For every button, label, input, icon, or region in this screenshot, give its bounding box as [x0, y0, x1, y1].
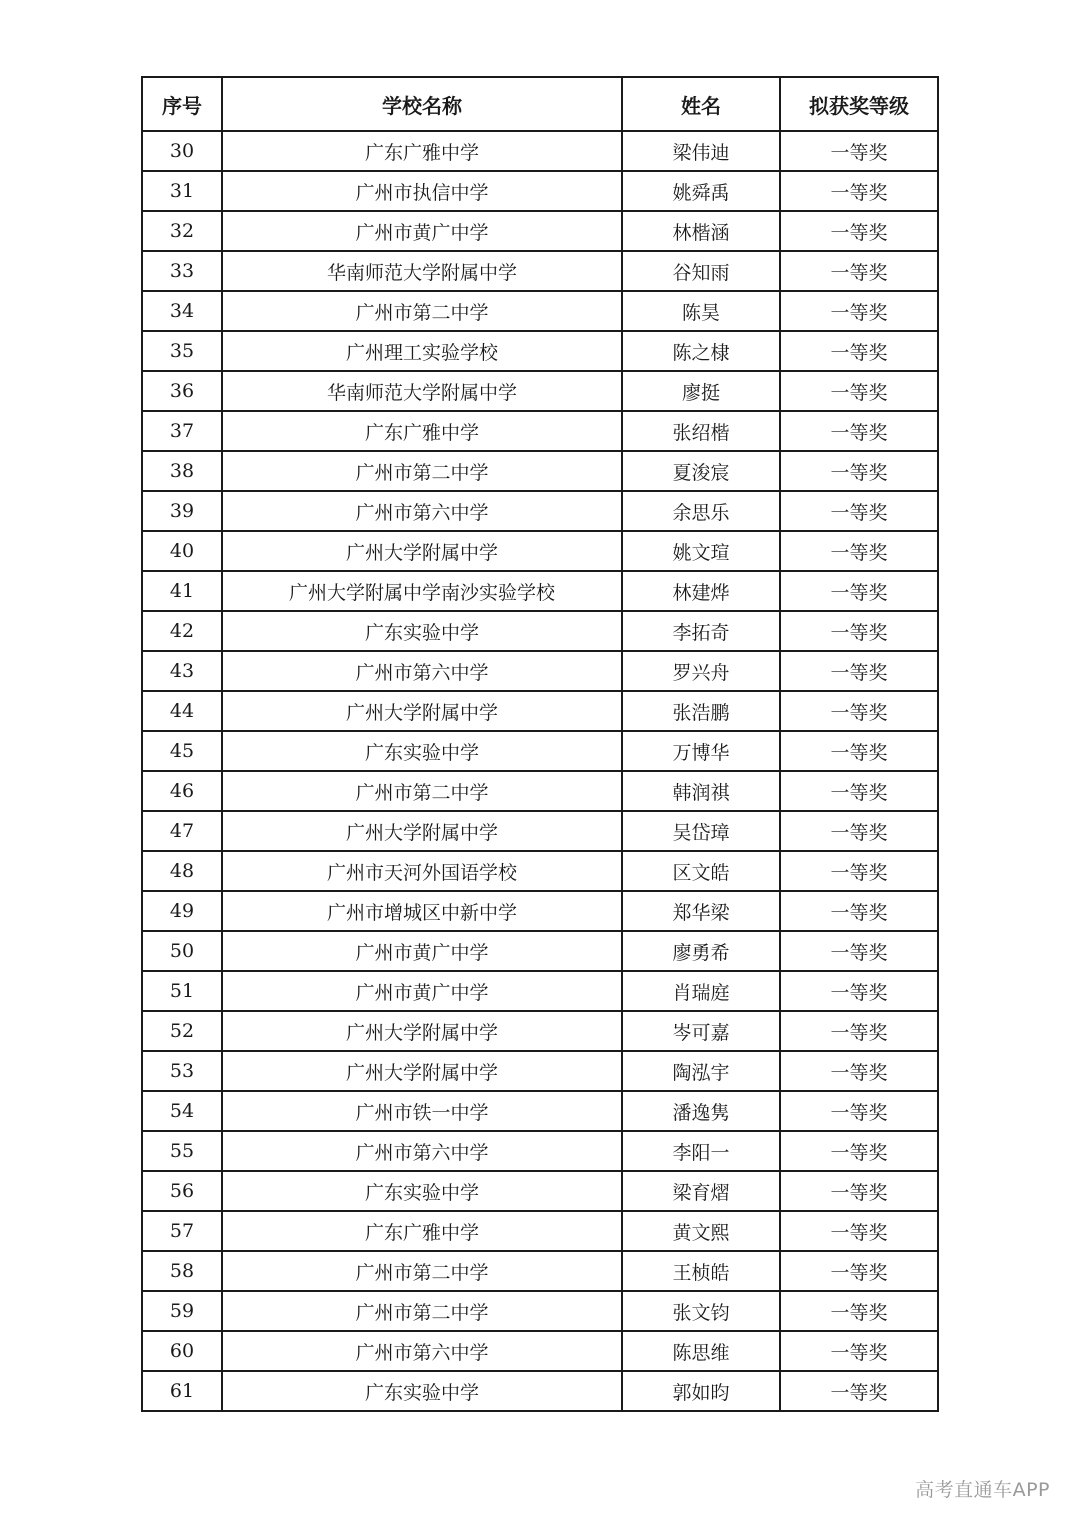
- cell-serial-number: 60: [142, 1331, 222, 1371]
- header-award-level: 拟获奖等级: [780, 77, 938, 131]
- cell-school-name: 广州大学附属中学: [222, 1011, 622, 1051]
- table-row: [142, 291, 938, 331]
- cell-school-name: 广州大学附属中学: [222, 531, 622, 571]
- cell-student-name: 郭如昀: [622, 1371, 780, 1411]
- cell-award-level: 一等奖: [780, 211, 938, 251]
- cell-award-level: 一等奖: [780, 731, 938, 771]
- cell-school-name: 广州市黄广中学: [222, 971, 622, 1011]
- table-body: [142, 131, 938, 1411]
- cell-serial-number: 32: [142, 211, 222, 251]
- table-row: [142, 851, 938, 891]
- header-school-name: 学校名称: [222, 77, 622, 131]
- cell-student-name: 陶泓宇: [622, 1051, 780, 1091]
- cell-school-name: 华南师范大学附属中学: [222, 251, 622, 291]
- table-row: [142, 811, 938, 851]
- cell-school-name: 广东实验中学: [222, 611, 622, 651]
- cell-school-name: 广州市第六中学: [222, 491, 622, 531]
- cell-serial-number: 41: [142, 571, 222, 611]
- cell-award-level: 一等奖: [780, 1011, 938, 1051]
- cell-award-level: 一等奖: [780, 891, 938, 931]
- cell-student-name: 陈昊: [622, 291, 780, 331]
- cell-student-name: 黄文熙: [622, 1211, 780, 1251]
- cell-serial-number: 40: [142, 531, 222, 571]
- cell-school-name: 广州市第二中学: [222, 771, 622, 811]
- cell-serial-number: 55: [142, 1131, 222, 1171]
- cell-award-level: 一等奖: [780, 1131, 938, 1171]
- cell-award-level: 一等奖: [780, 971, 938, 1011]
- cell-award-level: 一等奖: [780, 1331, 938, 1371]
- cell-award-level: 一等奖: [780, 1371, 938, 1411]
- table-row: [142, 931, 938, 971]
- cell-serial-number: 39: [142, 491, 222, 531]
- cell-school-name: 广州市执信中学: [222, 171, 622, 211]
- cell-student-name: 肖瑞庭: [622, 971, 780, 1011]
- cell-award-level: 一等奖: [780, 571, 938, 611]
- cell-student-name: 梁育熠: [622, 1171, 780, 1211]
- cell-serial-number: 59: [142, 1291, 222, 1331]
- cell-school-name: 广州市第六中学: [222, 651, 622, 691]
- cell-school-name: 广州市增城区中新中学: [222, 891, 622, 931]
- header-student-name: 姓名: [622, 77, 780, 131]
- table-row: [142, 251, 938, 291]
- table-row: [142, 691, 938, 731]
- award-table: [141, 76, 939, 1412]
- cell-student-name: 吴岱璋: [622, 811, 780, 851]
- table-row: [142, 1051, 938, 1091]
- cell-award-level: 一等奖: [780, 611, 938, 651]
- cell-school-name: 广州大学附属中学: [222, 691, 622, 731]
- cell-award-level: 一等奖: [780, 531, 938, 571]
- table-header-row: [142, 77, 938, 131]
- table-row: [142, 571, 938, 611]
- cell-serial-number: 43: [142, 651, 222, 691]
- cell-school-name: 广州市天河外国语学校: [222, 851, 622, 891]
- cell-student-name: 岑可嘉: [622, 1011, 780, 1051]
- cell-serial-number: 51: [142, 971, 222, 1011]
- cell-serial-number: 37: [142, 411, 222, 451]
- cell-school-name: 广州市第六中学: [222, 1131, 622, 1171]
- table-row: [142, 1251, 938, 1291]
- cell-serial-number: 30: [142, 131, 222, 171]
- cell-student-name: 区文皓: [622, 851, 780, 891]
- cell-school-name: 广州市黄广中学: [222, 931, 622, 971]
- cell-school-name: 广州市第二中学: [222, 291, 622, 331]
- cell-serial-number: 36: [142, 371, 222, 411]
- cell-student-name: 李拓奇: [622, 611, 780, 651]
- cell-school-name: 广州市第二中学: [222, 1251, 622, 1291]
- cell-student-name: 韩润祺: [622, 771, 780, 811]
- table-row: [142, 211, 938, 251]
- cell-school-name: 广州大学附属中学: [222, 811, 622, 851]
- cell-serial-number: 53: [142, 1051, 222, 1091]
- cell-award-level: 一等奖: [780, 331, 938, 371]
- cell-school-name: 广东实验中学: [222, 731, 622, 771]
- cell-student-name: 李阳一: [622, 1131, 780, 1171]
- cell-school-name: 广州市铁一中学: [222, 1091, 622, 1131]
- table-row: [142, 131, 938, 171]
- cell-award-level: 一等奖: [780, 451, 938, 491]
- table-row: [142, 371, 938, 411]
- cell-serial-number: 35: [142, 331, 222, 371]
- cell-student-name: 廖勇希: [622, 931, 780, 971]
- cell-serial-number: 56: [142, 1171, 222, 1211]
- cell-award-level: 一等奖: [780, 1051, 938, 1091]
- cell-student-name: 潘逸隽: [622, 1091, 780, 1131]
- cell-serial-number: 42: [142, 611, 222, 651]
- cell-school-name: 广东广雅中学: [222, 131, 622, 171]
- cell-award-level: 一等奖: [780, 1171, 938, 1211]
- cell-award-level: 一等奖: [780, 491, 938, 531]
- cell-award-level: 一等奖: [780, 251, 938, 291]
- cell-school-name: 广州市第六中学: [222, 1331, 622, 1371]
- table-row: [142, 771, 938, 811]
- cell-school-name: 广州市第二中学: [222, 1291, 622, 1331]
- cell-school-name: 广东实验中学: [222, 1171, 622, 1211]
- cell-serial-number: 54: [142, 1091, 222, 1131]
- table-row: [142, 891, 938, 931]
- watermark: 高考直通车APP: [915, 1479, 1050, 1501]
- cell-award-level: 一等奖: [780, 171, 938, 211]
- table-row: [142, 1211, 938, 1251]
- cell-award-level: 一等奖: [780, 651, 938, 691]
- cell-award-level: 一等奖: [780, 811, 938, 851]
- cell-student-name: 谷知雨: [622, 251, 780, 291]
- cell-student-name: 廖挺: [622, 371, 780, 411]
- table-row: [142, 1011, 938, 1051]
- cell-serial-number: 44: [142, 691, 222, 731]
- cell-serial-number: 49: [142, 891, 222, 931]
- cell-school-name: 广州大学附属中学: [222, 1051, 622, 1091]
- cell-award-level: 一等奖: [780, 131, 938, 171]
- table-row: [142, 731, 938, 771]
- cell-award-level: 一等奖: [780, 931, 938, 971]
- table-row: [142, 1171, 938, 1211]
- cell-student-name: 余思乐: [622, 491, 780, 531]
- table-row: [142, 531, 938, 571]
- cell-student-name: 万博华: [622, 731, 780, 771]
- header-serial-number: 序号: [142, 77, 222, 131]
- table-row: [142, 411, 938, 451]
- cell-serial-number: 33: [142, 251, 222, 291]
- cell-serial-number: 47: [142, 811, 222, 851]
- cell-student-name: 夏浚宸: [622, 451, 780, 491]
- cell-student-name: 陈之棣: [622, 331, 780, 371]
- cell-serial-number: 38: [142, 451, 222, 491]
- table-row: [142, 1371, 938, 1411]
- table-row: [142, 331, 938, 371]
- document-page: [141, 76, 937, 1412]
- cell-award-level: 一等奖: [780, 1091, 938, 1131]
- cell-award-level: 一等奖: [780, 291, 938, 331]
- cell-serial-number: 46: [142, 771, 222, 811]
- cell-student-name: 林建烨: [622, 571, 780, 611]
- table-row: [142, 971, 938, 1011]
- cell-student-name: 罗兴舟: [622, 651, 780, 691]
- cell-serial-number: 50: [142, 931, 222, 971]
- cell-serial-number: 61: [142, 1371, 222, 1411]
- cell-school-name: 广州理工实验学校: [222, 331, 622, 371]
- table-row: [142, 1091, 938, 1131]
- cell-serial-number: 45: [142, 731, 222, 771]
- table-row: [142, 651, 938, 691]
- cell-award-level: 一等奖: [780, 411, 938, 451]
- table-row: [142, 491, 938, 531]
- cell-school-name: 广州市黄广中学: [222, 211, 622, 251]
- cell-student-name: 张浩鹏: [622, 691, 780, 731]
- cell-award-level: 一等奖: [780, 1251, 938, 1291]
- table-row: [142, 1331, 938, 1371]
- cell-school-name: 广东广雅中学: [222, 1211, 622, 1251]
- cell-student-name: 王桢皓: [622, 1251, 780, 1291]
- cell-school-name: 广东广雅中学: [222, 411, 622, 451]
- table-row: [142, 611, 938, 651]
- table-row: [142, 171, 938, 211]
- cell-serial-number: 58: [142, 1251, 222, 1291]
- table-row: [142, 1131, 938, 1171]
- cell-award-level: 一等奖: [780, 1291, 938, 1331]
- cell-serial-number: 48: [142, 851, 222, 891]
- cell-serial-number: 34: [142, 291, 222, 331]
- cell-school-name: 广州大学附属中学南沙实验学校: [222, 571, 622, 611]
- cell-award-level: 一等奖: [780, 371, 938, 411]
- table-row: [142, 451, 938, 491]
- cell-serial-number: 31: [142, 171, 222, 211]
- cell-student-name: 姚舜禹: [622, 171, 780, 211]
- cell-award-level: 一等奖: [780, 851, 938, 891]
- cell-school-name: 广州市第二中学: [222, 451, 622, 491]
- cell-student-name: 郑华梁: [622, 891, 780, 931]
- cell-award-level: 一等奖: [780, 1211, 938, 1251]
- cell-award-level: 一等奖: [780, 771, 938, 811]
- cell-award-level: 一等奖: [780, 691, 938, 731]
- cell-student-name: 梁伟迪: [622, 131, 780, 171]
- cell-student-name: 陈思维: [622, 1331, 780, 1371]
- cell-school-name: 华南师范大学附属中学: [222, 371, 622, 411]
- cell-student-name: 姚文瑄: [622, 531, 780, 571]
- cell-serial-number: 57: [142, 1211, 222, 1251]
- cell-student-name: 张绍楷: [622, 411, 780, 451]
- cell-student-name: 张文钧: [622, 1291, 780, 1331]
- cell-student-name: 林楷涵: [622, 211, 780, 251]
- cell-school-name: 广东实验中学: [222, 1371, 622, 1411]
- cell-serial-number: 52: [142, 1011, 222, 1051]
- table-row: [142, 1291, 938, 1331]
